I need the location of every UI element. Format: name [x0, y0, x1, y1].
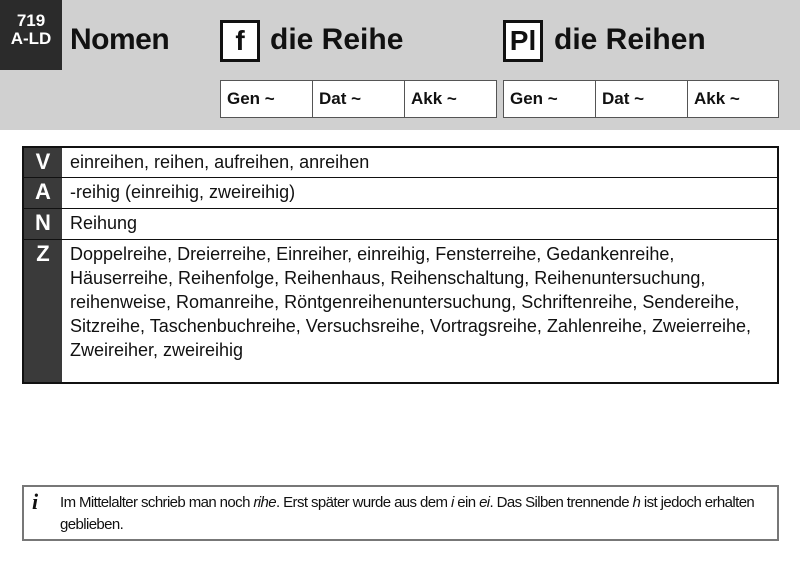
row-text-noun: Reihung	[70, 213, 138, 233]
case-accusative-singular: Akk ~	[404, 80, 497, 118]
card-number: 719	[16, 11, 46, 30]
row-letter-v: V	[24, 148, 62, 177]
row-text-adjective: -reihig (einreihig, zweireihig)	[70, 182, 296, 202]
case-genitive-singular: Gen ~	[220, 80, 313, 118]
word-type: Nomen	[70, 23, 170, 56]
case-accusative-plural: Akk ~	[687, 80, 779, 118]
plural-marker: Pl	[503, 20, 543, 62]
note-text: Im Mittelalter schrieb man noch rihe. Erst später wurde aus dem i ein ei. Das Silben trennende h ist jedoch erhalten geblieben.	[60, 494, 755, 533]
row-verb	[24, 148, 777, 178]
card-level: A-LD	[10, 29, 52, 48]
case-genitive-plural: Gen ~	[503, 80, 596, 118]
row-letter-n: N	[24, 209, 62, 239]
row-adjective	[24, 178, 777, 209]
word-family-table	[22, 146, 779, 384]
card-id-badge	[0, 0, 62, 70]
row-compounds	[24, 240, 777, 382]
info-icon: i	[32, 489, 39, 514]
noun-plural: die Reihen	[554, 23, 706, 56]
row-text-verb: einreihen, reihen, aufreihen, anreihen	[70, 152, 370, 172]
row-noun	[24, 209, 777, 240]
gender-marker-feminine: f	[220, 20, 260, 62]
etymology-note	[22, 485, 779, 541]
case-dative-plural: Dat ~	[595, 80, 688, 118]
row-text-compounds: Doppelreihe, Dreierreihe, Einreiher, einreihig, Fensterreihe, Gedankenreihe, Häuserreihe, Reihenfolge, Reihenhaus, Reihenschaltung, Reihenuntersuchung, reihenweise, Romanreihe, Röntgenreihenuntersuchung, Schriftenreihe, Sendereihe, Sitzreihe, Taschenbuchreihe, Versuchsreihe, Vortragsreihe, Zahlenreihe, Zweierreihe, Zweireiher, zweireihig	[70, 244, 752, 360]
row-letter-a: A	[24, 178, 62, 208]
noun-singular: die Reihe	[270, 23, 404, 56]
case-dative-singular: Dat ~	[312, 80, 405, 118]
row-letter-z: Z	[24, 240, 62, 382]
